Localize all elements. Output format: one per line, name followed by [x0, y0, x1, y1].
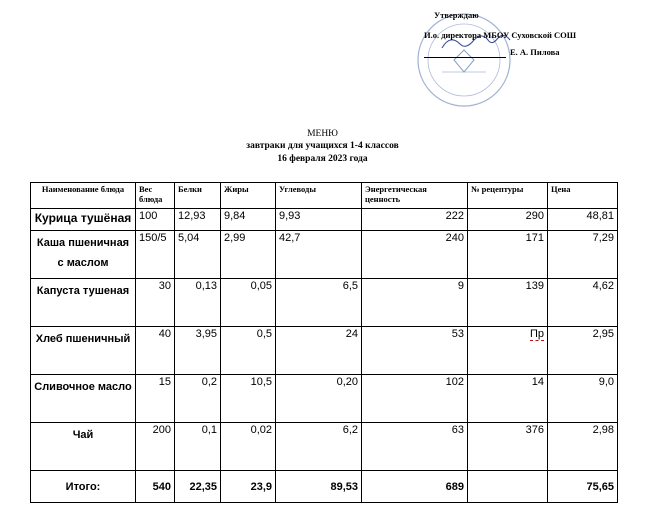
- dish-weight: 100: [136, 209, 175, 231]
- dish-protein: 0,13: [175, 279, 221, 327]
- total-energy: 689: [362, 471, 468, 503]
- page-subtitle: завтраки для учащихся 1-4 классов: [246, 141, 399, 151]
- dish-price: 48,81: [548, 209, 618, 231]
- dish-weight: 200: [136, 423, 175, 471]
- column-header: Жиры: [221, 183, 276, 209]
- dish-recipe: [468, 327, 548, 375]
- recipe-code: Пр: [529, 328, 544, 340]
- dish-weight: 30: [136, 279, 175, 327]
- dish-carbs: 24: [276, 327, 362, 375]
- dish-recipe: 139: [468, 279, 548, 327]
- page-title: МЕНЮ: [307, 129, 338, 139]
- approval-signer: Е. А. Пилова: [510, 47, 560, 57]
- dish-price: 9,0: [548, 375, 618, 423]
- table-row: [31, 423, 618, 471]
- column-header: № рецептуры: [468, 183, 548, 209]
- dish-carbs: 6,2: [276, 423, 362, 471]
- dish-recipe: 14: [468, 375, 548, 423]
- dish-protein: 3,95: [175, 327, 221, 375]
- dish-price: 2,95: [548, 327, 618, 375]
- approval-block: [402, 0, 642, 110]
- dish-energy: 63: [362, 423, 468, 471]
- dish-energy: 240: [362, 231, 468, 279]
- dish-name: Курица тушёная: [31, 209, 136, 231]
- dish-protein: 0,1: [175, 423, 221, 471]
- dish-price: 4,62: [548, 279, 618, 327]
- dish-name: Капуста тушеная: [31, 279, 136, 327]
- table-row: [31, 209, 618, 231]
- dish-recipe: 376: [468, 423, 548, 471]
- dish-fat: 0,05: [221, 279, 276, 327]
- menu-date: 16 февраля 2023 года: [277, 154, 368, 164]
- dish-protein: 5,04: [175, 231, 221, 279]
- total-recipe: [468, 471, 548, 503]
- table-row: [31, 279, 618, 327]
- dish-energy: 9: [362, 279, 468, 327]
- dish-energy: 53: [362, 327, 468, 375]
- dish-protein: 0,2: [175, 375, 221, 423]
- table-row: [31, 327, 618, 375]
- dish-name: Чай: [31, 423, 136, 471]
- dish-fat: 10,5: [221, 375, 276, 423]
- dish-weight: 40: [136, 327, 175, 375]
- total-fat: 23,9: [221, 471, 276, 503]
- dish-protein: 12,93: [175, 209, 221, 231]
- total-label: Итого:: [31, 471, 136, 503]
- dish-name: Сливочное масло: [31, 375, 136, 423]
- column-header: Вес блюда: [136, 183, 175, 209]
- total-weight: 540: [136, 471, 175, 503]
- dish-fat: 2,99: [221, 231, 276, 279]
- dish-name: Каша пшеничная с маслом: [31, 231, 136, 279]
- approval-position: И.о. директора МБОУ Суховской СОШ: [424, 30, 577, 40]
- dish-carbs: 6,5: [276, 279, 362, 327]
- dish-fat: 0,5: [221, 327, 276, 375]
- dish-carbs: 9,93: [276, 209, 362, 231]
- table-row: [31, 231, 618, 279]
- dish-price: 2,98: [548, 423, 618, 471]
- column-header: Энергетическая ценность: [362, 183, 468, 209]
- dish-energy: 222: [362, 209, 468, 231]
- total-carbs: 89,53: [276, 471, 362, 503]
- dish-carbs: 0,20: [276, 375, 362, 423]
- dish-price: 7,29: [548, 231, 618, 279]
- menu-table: [30, 182, 618, 503]
- dish-fat: 0,02: [221, 423, 276, 471]
- table-row: [31, 375, 618, 423]
- dish-weight: 150/5: [136, 231, 175, 279]
- dish-carbs: 42,7: [276, 231, 362, 279]
- total-protein: 22,35: [175, 471, 221, 503]
- table-header-row: [31, 183, 618, 209]
- table-total-row: [31, 471, 618, 503]
- column-header: Углеводы: [276, 183, 362, 209]
- dish-weight: 15: [136, 375, 175, 423]
- dish-recipe: 290: [468, 209, 548, 231]
- dish-name: Хлеб пшеничный: [31, 327, 136, 375]
- dish-energy: 102: [362, 375, 468, 423]
- approval-line: Утверждаю: [434, 10, 479, 20]
- column-header: Цена: [548, 183, 618, 209]
- signature-line: [424, 57, 506, 58]
- dish-fat: 9,84: [221, 209, 276, 231]
- total-price: 75,65: [548, 471, 618, 503]
- dish-recipe: 171: [468, 231, 548, 279]
- column-header: Наименование блюда: [31, 183, 136, 209]
- column-header: Белки: [175, 183, 221, 209]
